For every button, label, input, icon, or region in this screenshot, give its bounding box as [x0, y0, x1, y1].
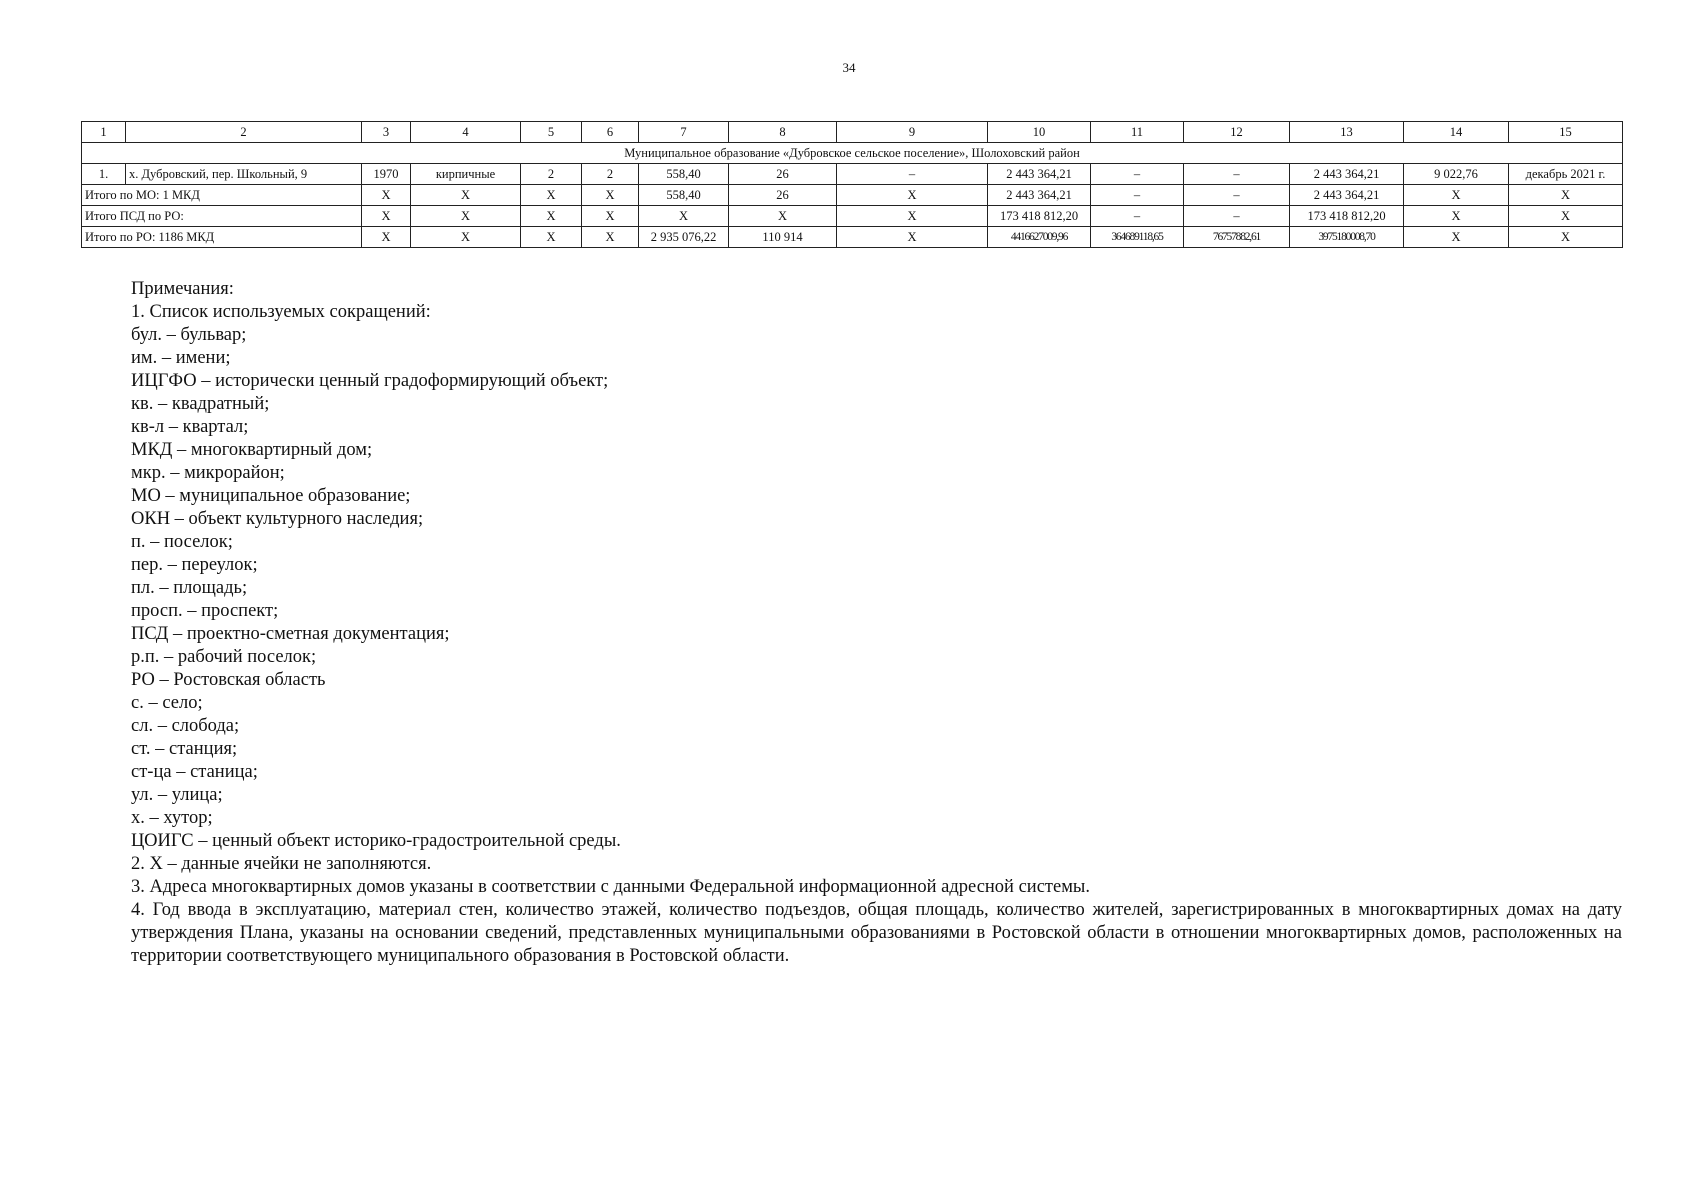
table-cell: X — [1509, 185, 1623, 206]
abbreviations-list — [131, 324, 1622, 853]
table-cell: X — [1509, 227, 1623, 248]
cost-cell: 2 443 364,21 — [1290, 164, 1404, 185]
table-cell: X — [729, 206, 837, 227]
table-cell: X — [1509, 206, 1623, 227]
table-cell: X — [521, 185, 582, 206]
table-cell: 2 443 364,21 — [988, 185, 1091, 206]
table-cell: X — [411, 227, 521, 248]
unit-cost-cell: 9 022,76 — [1404, 164, 1509, 185]
table-cell: X — [639, 206, 729, 227]
table-cell: 3975180008,70 — [1290, 227, 1404, 248]
page-number: 34 — [842, 60, 856, 75]
list-item: ПСД – проектно-сметная документация; — [131, 624, 450, 644]
notes-title: Примечания: — [131, 279, 234, 299]
table-cell: 4416627009,96 — [988, 227, 1091, 248]
table-cell: X — [582, 206, 639, 227]
list-item: бул. – бульвар; — [131, 325, 247, 345]
table-cell: X — [1404, 206, 1509, 227]
header-cell: 3 — [362, 122, 411, 143]
wall-material-cell: кирпичные — [411, 164, 521, 185]
list-item: сл. – слобода; — [131, 716, 240, 736]
table-cell: X — [411, 185, 521, 206]
header-cell: 7 — [639, 122, 729, 143]
registry-table — [81, 121, 1623, 248]
table-cell: 2 935 076,22 — [639, 227, 729, 248]
table-cell: X — [362, 185, 411, 206]
header-cell: 10 — [988, 122, 1091, 143]
table-cell: X — [521, 227, 582, 248]
list-item: МО – муниципальное образование; — [131, 486, 411, 506]
list-item: пер. – переулок; — [131, 555, 258, 575]
notes-section — [131, 278, 1622, 968]
header-cell: 12 — [1184, 122, 1290, 143]
header-cell: 8 — [729, 122, 837, 143]
entrances-cell: 2 — [582, 164, 639, 185]
list-item: ст. – станция; — [131, 739, 238, 759]
abbreviations-list-title: 1. Список используемых сокращений: — [131, 302, 431, 322]
total-row — [82, 185, 1623, 206]
table-cell: X — [837, 206, 988, 227]
registry-table-container — [81, 121, 1622, 248]
table-cell: X — [1404, 185, 1509, 206]
table-cell: 2 443 364,21 — [1290, 185, 1404, 206]
total-row — [82, 206, 1623, 227]
list-item: РО – Ростовская область — [131, 670, 326, 690]
list-item: ул. – улица; — [131, 785, 223, 805]
table-cell: X — [521, 206, 582, 227]
section-row — [82, 143, 1623, 164]
list-item: им. – имени; — [131, 348, 231, 368]
header-cell: 9 — [837, 122, 988, 143]
list-item: х. – хутор; — [131, 808, 213, 828]
list-item: ст-ца – станица; — [131, 762, 258, 782]
header-cell: 2 — [126, 122, 362, 143]
table-cell: X — [411, 206, 521, 227]
header-cell: 4 — [411, 122, 521, 143]
total-label: Итого по МО: 1 МКД — [82, 185, 362, 206]
table-cell: 76757882,61 — [1184, 227, 1290, 248]
list-item: МКД – многоквартирный дом; — [131, 440, 373, 460]
list-item: п. – поселок; — [131, 532, 233, 552]
table-cell: 364689118,65 — [1091, 227, 1184, 248]
table-cell: 173 418 812,20 — [988, 206, 1091, 227]
list-item: просп. – проспект; — [131, 601, 279, 621]
header-cell: 15 — [1509, 122, 1623, 143]
table-cell: X — [362, 227, 411, 248]
table-cell: – — [837, 164, 988, 185]
table-cell: – — [1091, 185, 1184, 206]
table-cell: – — [1184, 206, 1290, 227]
table-cell: X — [582, 185, 639, 206]
table-cell: X — [837, 185, 988, 206]
list-item: ЦОИГС – ценный объект историко-градостроительной среды. — [131, 831, 621, 851]
note-4: 4. Год ввода в эксплуатацию, материал стен, количество этажей, количество подъездов, общая площадь, количество жителей, зарегистрированных в многоквартирных домах на дату утверждения Плана, указаны на основании сведений, представленных муниципальными образованиями в Ростовской области в отношении многоквартирных домов, расположенных на территории соответствующего муниципального образования в Ростовской области. — [131, 900, 1622, 966]
table-cell: X — [837, 227, 988, 248]
header-cell: 14 — [1404, 122, 1509, 143]
table-cell: X — [1404, 227, 1509, 248]
table-cell: 173 418 812,20 — [1290, 206, 1404, 227]
list-item: кв. – квадратный; — [131, 394, 270, 414]
table-cell: 110 914 — [729, 227, 837, 248]
total-row — [82, 227, 1623, 248]
table-row — [82, 164, 1623, 185]
section-title: Муниципальное образование «Дубровское сельское поселение», Шолоховский район — [82, 143, 1623, 164]
floors-cell: 2 — [521, 164, 582, 185]
area-cell: 558,40 — [639, 164, 729, 185]
list-item: пл. – площадь; — [131, 578, 248, 598]
header-cell: 11 — [1091, 122, 1184, 143]
table-cell: 26 — [729, 185, 837, 206]
list-item: кв-л – квартал; — [131, 417, 249, 437]
header-cell: 5 — [521, 122, 582, 143]
header-cell: 13 — [1290, 122, 1404, 143]
list-item: с. – село; — [131, 693, 203, 713]
cost-total-cell: 2 443 364,21 — [988, 164, 1091, 185]
address-cell: х. Дубровский, пер. Школьный, 9 — [126, 164, 362, 185]
year-cell: 1970 — [362, 164, 411, 185]
header-cell: 1 — [82, 122, 126, 143]
list-item: р.п. – рабочий поселок; — [131, 647, 317, 667]
note-3: 3. Адреса многоквартирных домов указаны в соответствии с данными Федеральной информационной адресной системы. — [131, 877, 1090, 897]
table-cell: X — [582, 227, 639, 248]
table-cell: 558,40 — [639, 185, 729, 206]
deadline-cell: декабрь 2021 г. — [1509, 164, 1623, 185]
row-number-cell: 1. — [82, 164, 126, 185]
table-cell: – — [1091, 164, 1184, 185]
list-item: ИЦГФО – исторически ценный градоформирующий объект; — [131, 371, 609, 391]
table-cell: – — [1184, 164, 1290, 185]
note-2: 2. X – данные ячейки не заполняются. — [131, 854, 432, 874]
total-label: Итого ПСД по РО: — [82, 206, 362, 227]
total-label: Итого по РО: 1186 МКД — [82, 227, 362, 248]
table-cell: – — [1184, 185, 1290, 206]
table-cell: X — [362, 206, 411, 227]
header-cell: 6 — [582, 122, 639, 143]
list-item: ОКН – объект культурного наследия; — [131, 509, 424, 529]
table-header-row — [82, 122, 1623, 143]
residents-cell: 26 — [729, 164, 837, 185]
list-item: мкр. – микрорайон; — [131, 463, 285, 483]
table-cell: – — [1091, 206, 1184, 227]
